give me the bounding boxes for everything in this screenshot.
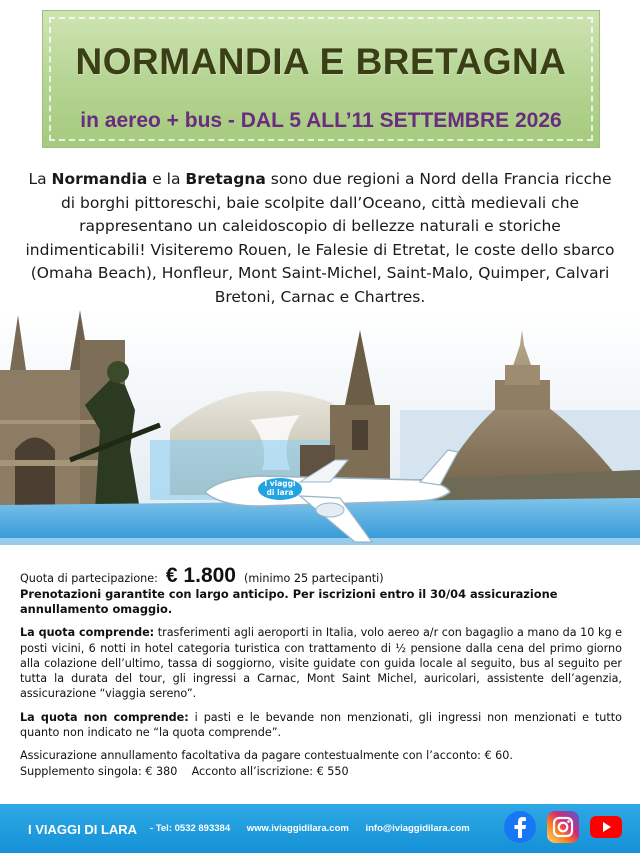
- intro-bretagna: Bretagna: [185, 170, 266, 188]
- includes-text: trasferimenti agli aeroporti in Italia, volo aereo a/r con bagaglio a mano da 10 kg e posti vicini, 6 notti in hotel categoria turistica con trattamento di ½ pensione dalla cena del primo giorno alla colazione dell’ultimo, tassa di soggiorno, visite guidate con guida locale al seguito, bus al seguito per tutta la durata del tour, gli ingressi a Carnac, Mont Saint Michel, auricolari, assistente dell’agenzia, assicurazione “viaggia sereno”.: [20, 626, 622, 701]
- deposit-amount: Acconto all’iscrizione: € 550: [191, 764, 349, 778]
- intro-text: La: [28, 170, 52, 188]
- plane-logo-line1: I viaggi: [264, 479, 296, 488]
- excludes-text: i pasti e le bevande non menzionati, gli ingressi non menzionati e tutto quanto non indicato ne “la quota comprende”.: [20, 710, 622, 740]
- booking-note: Prenotazioni garantite con largo anticipo. Per iscrizioni entro il 30/04 assicurazione annullamento omaggio.: [20, 587, 558, 617]
- price-minimum: (minimo 25 partecipanti): [244, 572, 384, 585]
- trip-dates-subtitle: in aereo + bus - DAL 5 ALL’11 SETTEMBRE 2026: [80, 109, 562, 132]
- excludes-label: La quota non comprende:: [20, 710, 189, 724]
- excludes-paragraph: [20, 710, 622, 741]
- footer-website[interactable]: www.iviaggidilara.com: [246, 823, 349, 834]
- price-value: € 1.800: [165, 564, 236, 587]
- intro-text: e la: [147, 170, 186, 188]
- footer-phone[interactable]: - Tel: 0532 893384: [150, 823, 231, 834]
- pricing-details: [20, 564, 622, 779]
- includes-paragraph: [20, 625, 622, 701]
- intro-paragraph: [22, 168, 618, 309]
- footer-brand: I VIAGGI DI LARA: [28, 822, 138, 837]
- footer-email[interactable]: info@iviaggidilara.com: [365, 823, 470, 834]
- price-label: Quota di partecipazione:: [20, 572, 158, 585]
- intro-text: sono due regioni a Nord della Francia ricche di borghi pittoreschi, baie scolpite dall’Oceano, città medievali che rappresentano un caleidoscopio di bellezze naturali e storiche indimenticabili! Visiteremo Rouen, le Falesie di Etretat, le coste dello sbarco (Omaha Beach), Honfleur, Mont Saint-Michel, Saint-Malo, Quimper, Calvari Bretoni, Carnac e Chartres.: [25, 170, 615, 306]
- youtube-icon[interactable]: [589, 810, 623, 844]
- plane-logo-line2: di lara: [266, 488, 294, 497]
- footer-bar: [0, 804, 640, 853]
- instagram-icon[interactable]: [546, 810, 580, 844]
- includes-label: La quota comprende:: [20, 626, 155, 640]
- price-line: [20, 564, 622, 587]
- title-banner: [42, 10, 600, 148]
- single-supplement: Supplemento singola: € 380: [20, 764, 178, 778]
- supplement-line: [20, 764, 622, 779]
- page-title: NORMANDIA E BRETAGNA: [75, 41, 567, 82]
- intro-normandia: Normandia: [51, 170, 148, 188]
- facebook-icon[interactable]: [503, 810, 537, 844]
- insurance-note: Assicurazione annullamento facoltativa da pagare contestualmente con l’acconto: € 60.: [20, 749, 513, 763]
- footer-contact: [150, 823, 484, 834]
- landmarks-collage: [0, 310, 640, 545]
